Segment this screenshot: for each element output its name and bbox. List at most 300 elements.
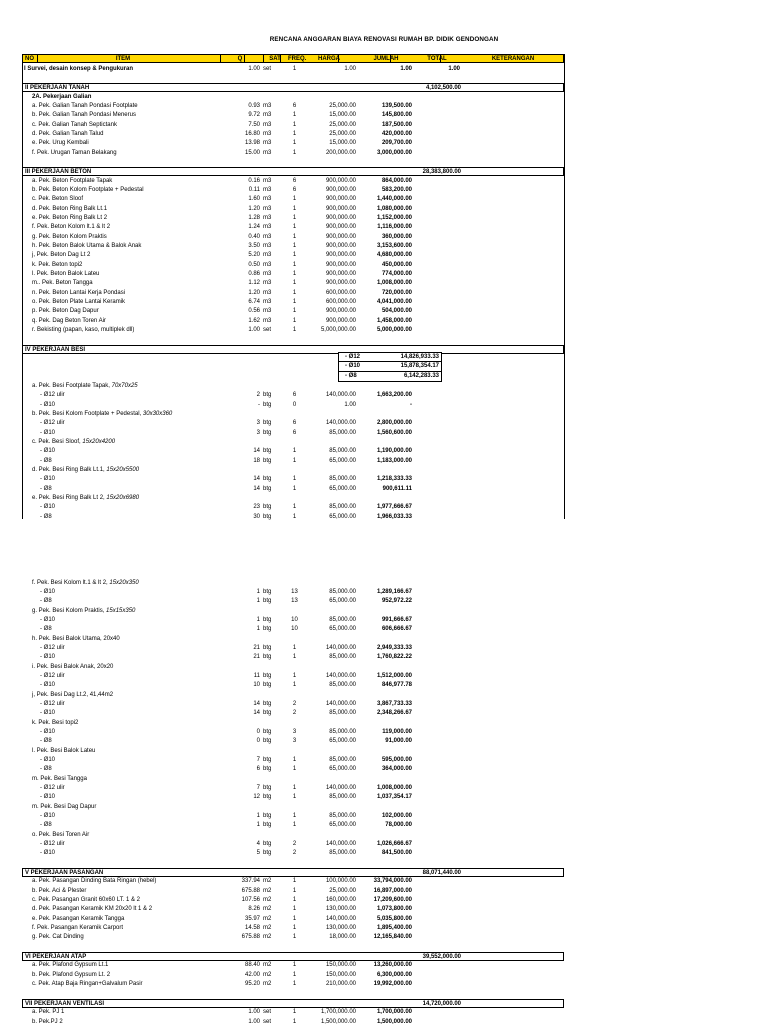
- cell-item: [24, 326, 220, 335]
- cell-harga: [300, 840, 356, 849]
- cell-sat-text: btg: [263, 504, 272, 511]
- cell-item-text: - Ø10: [40, 794, 56, 801]
- cell-jumlah-text: 1,116,000.00: [377, 224, 412, 231]
- cell-freq-text: 1: [292, 233, 297, 240]
- cell-item: [24, 317, 220, 326]
- cell-jumlah: [358, 1018, 412, 1027]
- cell-jumlah-text: 774,000.00: [381, 270, 412, 277]
- cell-sat: [263, 597, 285, 606]
- table-row: [22, 672, 564, 681]
- cell-harga-text: 25,000.00: [329, 130, 356, 137]
- cell-harga-text: 900,000.00: [325, 252, 356, 259]
- cell-harga-text: 600,000.00: [325, 298, 356, 305]
- cell-sat: [263, 513, 285, 522]
- cell-q: [218, 737, 260, 746]
- cell-sat-text: m3: [263, 233, 272, 240]
- cell-sat: [263, 503, 285, 512]
- cell-freq-text: 1: [292, 672, 297, 679]
- table-row: [22, 186, 564, 195]
- cell-sat: [263, 915, 285, 924]
- cell-q: [218, 130, 260, 139]
- cell-harga: [300, 924, 356, 933]
- cell-harga: [300, 849, 356, 858]
- cell-jumlah: [358, 111, 412, 120]
- cell-freq-text: 1: [292, 644, 297, 651]
- cell-jumlah: [358, 961, 412, 970]
- cell-item: [24, 635, 220, 644]
- cell-harga-text: 200,000.00: [325, 149, 356, 156]
- cell-jumlah-text: 1,977,666.67: [376, 504, 412, 511]
- cell-total-text: 88,071,440.00: [422, 870, 461, 877]
- cell-freq-text: 1: [292, 308, 297, 315]
- cell-item-text: - Ø10: [40, 682, 56, 689]
- cell-freq-text: 1: [292, 476, 297, 483]
- cell-sat-text: btg: [263, 710, 272, 717]
- cell-sat-text: btg: [263, 738, 272, 745]
- table-row: [22, 644, 564, 653]
- cell-harga-text: 140,000.00: [325, 392, 356, 399]
- cell-harga-text: 85,000.00: [329, 588, 356, 595]
- cell-freq-text: 1: [292, 65, 297, 72]
- cell-harga-text: 130,000.00: [325, 906, 356, 913]
- document-title: RENCANA ANGGARAN BIAYA RENOVASI RUMAH BP. DIDIK GENDONGAN: [269, 36, 499, 43]
- cell-jumlah: [358, 65, 412, 74]
- col-q: Q: [237, 56, 243, 62]
- cell-sat: [263, 121, 285, 130]
- cell-total-text: 14,720,000.00: [422, 1000, 461, 1007]
- cell-q-text: 21: [253, 644, 260, 651]
- table-row: [22, 401, 564, 410]
- cell-jumlah: [358, 326, 412, 335]
- cell-jumlah: [358, 597, 412, 606]
- cell-jumlah-text: 952,972.22: [381, 598, 412, 605]
- table-row: [22, 494, 564, 503]
- cell-q-text: 16.80: [244, 130, 260, 137]
- cell-sat-text: m2: [263, 925, 272, 932]
- cell-sat-text: btg: [263, 485, 272, 492]
- cell-jumlah: [358, 756, 412, 765]
- col-total: TOTAL: [427, 56, 447, 62]
- cell-item: [24, 102, 220, 111]
- cell-item: [24, 121, 220, 130]
- cell-jumlah: [358, 653, 412, 662]
- cell-q-text: 1.62: [248, 317, 260, 324]
- cell-sat: [263, 391, 285, 400]
- cell-jumlah-text: 1,037,354.17: [376, 794, 412, 801]
- cell-harga: [300, 933, 356, 942]
- cell-sat-text: btg: [263, 654, 272, 661]
- cell-freq-text: 1: [292, 130, 297, 137]
- cell-jumlah-text: 4,680,000.00: [376, 252, 412, 259]
- cell-item: [24, 130, 220, 139]
- cell-harga-text: 900,000.00: [325, 261, 356, 268]
- cell-item-text: f. Pek. Beton Kolom lt.1 & lt 2: [32, 224, 111, 231]
- cell-freq-text: 1: [292, 897, 297, 904]
- cell-harga: [300, 737, 356, 746]
- cell-freq-text: 1: [292, 682, 297, 689]
- cell-q: [218, 924, 260, 933]
- cell-jumlah: [358, 223, 412, 232]
- table-row: [22, 429, 564, 438]
- cell-item-text: a. Pek. Galian Tanah Pondasi Footplate: [32, 102, 138, 109]
- cell-freq-text: 1: [292, 654, 297, 661]
- cell-harga-text: 85,000.00: [329, 616, 356, 623]
- table-row: [22, 270, 564, 279]
- cell-freq-text: 1: [292, 149, 297, 156]
- cell-harga: [300, 391, 356, 400]
- cell-jumlah: [358, 261, 412, 270]
- cell-sat-text: btg: [263, 841, 272, 848]
- cell-sat: [263, 756, 285, 765]
- cell-item: [24, 93, 220, 102]
- cell-q-text: 675.88: [241, 934, 260, 941]
- cell-sat: [263, 849, 285, 858]
- spacer-row: [22, 989, 564, 998]
- cell-sat: [263, 177, 285, 186]
- cell-harga-text: 140,000.00: [325, 784, 356, 791]
- cell-harga: [300, 485, 356, 494]
- cell-freq-text: 1: [292, 112, 297, 119]
- cell-jumlah: [358, 233, 412, 242]
- cell-sat-text: btg: [263, 420, 272, 427]
- cell-harga-text: 25,000.00: [329, 121, 356, 128]
- cell-sat: [263, 924, 285, 933]
- cell-jumlah-text: 1,895,400.00: [376, 925, 412, 932]
- cell-harga-text: 900,000.00: [325, 214, 356, 221]
- cell-harga-text: 25,000.00: [329, 102, 356, 109]
- spacer-row: [22, 373, 564, 382]
- cell-item: [24, 401, 220, 410]
- cell-harga-text: 85,000.00: [329, 448, 356, 455]
- cell-sat-text: set: [263, 65, 272, 72]
- cell-q: [218, 588, 260, 597]
- besi-summary-value: 14,826,933.33: [400, 354, 439, 360]
- cell-jumlah-text: 19,992,000.00: [373, 981, 412, 988]
- cell-q: [218, 251, 260, 260]
- cell-sat-text: m3: [263, 112, 272, 119]
- cell-item-text: c. Pek. Pasangan Granit 60x60 LT. 1 & 2: [32, 897, 140, 904]
- cell-q-text: 0.11: [248, 186, 260, 193]
- besi-summary-value: 6,142,283.33: [403, 372, 439, 379]
- cell-q-text: 6.74: [248, 298, 260, 305]
- cell-item-text: - Ø10: [40, 850, 56, 857]
- table-row: [22, 961, 564, 970]
- cell-harga: [300, 756, 356, 765]
- cell-sat-text: btg: [263, 766, 272, 773]
- cell-freq-text: 2: [292, 850, 297, 857]
- cell-jumlah-text: 1,560,600.00: [376, 429, 412, 436]
- col-jumlah: JUMLAH: [373, 56, 399, 62]
- grid-line: [440, 54, 441, 63]
- cell-harga-text: 140,000.00: [325, 700, 356, 707]
- cell-sat-text: m3: [263, 242, 272, 249]
- cell-harga-text: 85,000.00: [329, 504, 356, 511]
- table-row: [22, 980, 564, 989]
- section-header-row: [22, 345, 564, 354]
- cell-q-text: 1.00: [248, 65, 260, 72]
- cell-q: [218, 877, 260, 886]
- cell-harga: [300, 597, 356, 606]
- cell-sat: [263, 644, 285, 653]
- cell-freq-text: 6: [292, 392, 297, 399]
- cell-sat-text: m3: [263, 140, 272, 147]
- cell-q-text: 0: [256, 738, 260, 745]
- cell-jumlah: [358, 149, 412, 158]
- cell-item: [24, 793, 220, 802]
- cell-sat-text: btg: [263, 392, 272, 399]
- cell-jumlah-text: 2,348,266.67: [376, 710, 412, 717]
- cell-item: [24, 270, 220, 279]
- table-row: [22, 93, 564, 102]
- cell-q-text: 6: [256, 766, 260, 773]
- cell-freq-text: 1: [292, 766, 297, 773]
- cell-q: [218, 756, 260, 765]
- cell-q: [218, 261, 260, 270]
- cell-sat: [263, 457, 285, 466]
- cell-q: [218, 961, 260, 970]
- cell-item: [24, 905, 220, 914]
- cell-harga: [300, 681, 356, 690]
- cell-item-text: m. Pek. Besi Tangga: [32, 775, 87, 782]
- cell-item: [24, 887, 220, 896]
- cell-sat-text: m2: [263, 906, 272, 913]
- cell-freq-text: 1: [292, 448, 297, 455]
- item-spec: 30x30x360: [142, 410, 173, 417]
- cell-jumlah-text: 3,000,000.00: [376, 149, 412, 156]
- grid-line: [37, 54, 38, 63]
- cell-harga-text: 100,000.00: [325, 878, 356, 885]
- cell-freq-text: 10: [291, 626, 298, 633]
- cell-harga-text: 1,700,000.00: [320, 1009, 356, 1016]
- cell-jumlah-text: 864,000.00: [381, 177, 412, 184]
- cell-q: [218, 887, 260, 896]
- cell-jumlah: [358, 307, 412, 316]
- besi-summary-row: [339, 362, 441, 371]
- cell-item: [24, 494, 220, 503]
- cell-sat-text: set: [263, 1009, 272, 1016]
- cell-item-text: VI PEKERJAAN ATAP: [25, 954, 87, 961]
- cell-jumlah-text: -: [410, 401, 412, 408]
- cell-harga: [300, 102, 356, 111]
- table-row: [22, 691, 564, 700]
- grid-line: [564, 54, 565, 63]
- cell-q-text: 107.56: [241, 897, 260, 904]
- cell-jumlah-text: 12,165,840.00: [373, 934, 412, 941]
- cell-sat-text: m3: [263, 205, 272, 212]
- cell-jumlah: [358, 485, 412, 494]
- cell-q: [218, 177, 260, 186]
- cell-item-text: - Ø12 ulir: [40, 420, 65, 427]
- cell-jumlah-text: 139,500.00: [381, 102, 412, 109]
- cell-sat: [263, 737, 285, 746]
- cell-item: [24, 971, 220, 980]
- cell-item: [24, 242, 220, 251]
- cell-sat-text: btg: [263, 429, 272, 436]
- cell-sat: [263, 298, 285, 307]
- cell-item-text: - Ø8: [40, 457, 52, 464]
- cell-sat-text: m2: [263, 971, 272, 978]
- cell-freq-text: 10: [291, 616, 298, 623]
- cell-total-text: 1.00: [448, 65, 460, 72]
- cell-item-text: d. Pek. Besi Ring Balk Lt.1,: [32, 466, 107, 473]
- cell-q: [218, 121, 260, 130]
- cell-jumlah: [358, 447, 412, 456]
- cell-item-text: g. Pek. Beton Kolom Praktis: [32, 233, 107, 240]
- cell-sat: [263, 961, 285, 970]
- grid-line: [564, 63, 565, 519]
- cell-item-text: - Ø8: [40, 626, 52, 633]
- cell-harga: [300, 709, 356, 718]
- cell-sat-text: btg: [263, 616, 272, 623]
- cell-harga-text: 1.00: [344, 401, 356, 408]
- cell-harga: [300, 653, 356, 662]
- cell-sat-text: btg: [263, 457, 272, 464]
- cell-harga: [300, 887, 356, 896]
- cell-freq-text: 2: [292, 841, 297, 848]
- cell-sat-text: m2: [263, 878, 272, 885]
- cell-jumlah: [358, 971, 412, 980]
- table-row: [22, 933, 564, 942]
- cell-sat: [263, 793, 285, 802]
- cell-q: [218, 849, 260, 858]
- cell-q-text: 1.00: [248, 1018, 260, 1025]
- cell-item: [24, 812, 220, 821]
- cell-jumlah: [358, 681, 412, 690]
- cell-item-text: - Ø8: [40, 485, 52, 492]
- cell-q: [218, 111, 260, 120]
- cell-item-text: a. Pek. Pasangan Dinding Bata Ringan (hebel): [32, 878, 157, 885]
- cell-item: [24, 672, 220, 681]
- cell-item-text: - Ø10: [40, 710, 56, 717]
- cell-freq-text: 1: [292, 934, 297, 941]
- cell-jumlah-text: 606,666.67: [381, 626, 412, 633]
- grid-line: [22, 54, 23, 63]
- table-row: [22, 279, 564, 288]
- cell-q-text: 11: [253, 672, 260, 679]
- cell-freq-text: 3: [292, 728, 297, 735]
- cell-jumlah-text: 583,200.00: [381, 186, 412, 193]
- cell-q-text: 1: [256, 813, 260, 819]
- cell-item-text: d. Pek. Pasangan Keramik KM 20x20 lt 1 & 2: [32, 906, 153, 913]
- cell-sat: [263, 111, 285, 120]
- cell-item: [24, 513, 220, 522]
- cell-item: [24, 588, 220, 597]
- cell-harga: [300, 289, 356, 298]
- cell-sat-text: btg: [263, 822, 272, 829]
- cell-jumlah: [358, 896, 412, 905]
- cell-freq-text: 1: [292, 887, 297, 894]
- besi-summary-row: [339, 353, 441, 362]
- cell-jumlah-text: 3,153,600.00: [376, 242, 412, 249]
- cell-item-text: - Ø12 ulir: [40, 672, 65, 679]
- cell-item-text: - Ø10: [40, 813, 56, 819]
- cell-sat: [263, 65, 285, 74]
- cell-sat-text: btg: [263, 672, 272, 679]
- cell-harga: [300, 279, 356, 288]
- cell-harga: [300, 1018, 356, 1027]
- cell-item-text: - Ø12 ulir: [40, 841, 65, 848]
- cell-jumlah-text: 2,949,333.33: [376, 644, 412, 651]
- table-row: [22, 793, 564, 802]
- item-spec: 15x20x4200: [82, 438, 116, 445]
- cell-q-text: 42.00: [244, 971, 260, 978]
- cell-q-text: 1.20: [248, 289, 260, 296]
- table-row: [22, 289, 564, 298]
- cell-jumlah: [358, 840, 412, 849]
- table-row: [22, 438, 564, 447]
- cell-sat-text: m3: [263, 196, 272, 203]
- cell-q-text: 2: [256, 392, 260, 399]
- table-row: [22, 877, 564, 886]
- cell-item: [24, 447, 220, 456]
- cell-item-text: e. Pek. Beton Ring Balk Lt 2: [32, 214, 108, 221]
- cell-item-text: - Ø10: [40, 616, 56, 623]
- cell-harga-text: 85,000.00: [329, 654, 356, 661]
- cell-item-text: d. Pek. Galian Tanah Talud: [32, 130, 104, 137]
- cell-item: [24, 700, 220, 709]
- cell-item: [24, 607, 220, 616]
- cell-jumlah: [358, 419, 412, 428]
- cell-item: [24, 877, 220, 886]
- cell-q: [218, 971, 260, 980]
- cell-item-text: b. Pek. Galian Tanah Pondasi Menerus: [32, 112, 136, 119]
- cell-item: [24, 831, 220, 840]
- cell-q: [218, 317, 260, 326]
- cell-q: [218, 503, 260, 512]
- cell-freq-text: 6: [292, 429, 297, 436]
- cell-q: [218, 447, 260, 456]
- table-row: [22, 579, 564, 588]
- cell-jumlah: [358, 709, 412, 718]
- cell-sat-text: btg: [263, 644, 272, 651]
- table-row: [22, 139, 564, 148]
- cell-item: [24, 775, 220, 784]
- table-row: [22, 625, 564, 634]
- cell-harga-text: 65,000.00: [329, 485, 356, 492]
- cell-item-text: j, Pek. Besi Dag Lt.2, 41,44m2: [32, 691, 114, 698]
- cell-harga-text: 65,000.00: [329, 457, 356, 464]
- cell-sat-text: set: [263, 1018, 272, 1025]
- cell-harga-text: 65,000.00: [329, 513, 356, 520]
- cell-harga: [300, 317, 356, 326]
- cell-item-text: II PEKERJAAN TANAH: [25, 85, 90, 92]
- table-row: [22, 391, 564, 400]
- table-row: [22, 326, 564, 335]
- cell-item-text: - Ø10: [40, 588, 56, 595]
- cell-harga: [300, 149, 356, 158]
- cell-sat: [263, 980, 285, 989]
- cell-item: [24, 597, 220, 606]
- col-freq: FREQ.: [288, 56, 307, 62]
- cell-q-text: 13.98: [244, 140, 260, 147]
- cell-harga-text: 1,500,000.00: [320, 1018, 356, 1025]
- cell-sat-text: m3: [263, 308, 272, 315]
- cell-item: [24, 803, 220, 812]
- cell-item-text: - Ø10: [40, 728, 56, 735]
- cell-q-text: 14: [253, 448, 260, 455]
- cell-harga-text: 900,000.00: [325, 270, 356, 277]
- cell-jumlah-text: 360,000.00: [381, 233, 412, 240]
- grid-line: [338, 54, 339, 63]
- cell-sat-text: m2: [263, 887, 272, 894]
- cell-jumlah: [358, 765, 412, 774]
- table-row: [22, 905, 564, 914]
- section-header-row: [22, 167, 564, 176]
- cell-item-text: a. Pek. Besi Footplate Tapak,: [32, 382, 112, 389]
- table-row: [22, 298, 564, 307]
- cell-harga-text: 85,000.00: [329, 794, 356, 801]
- cell-harga: [300, 503, 356, 512]
